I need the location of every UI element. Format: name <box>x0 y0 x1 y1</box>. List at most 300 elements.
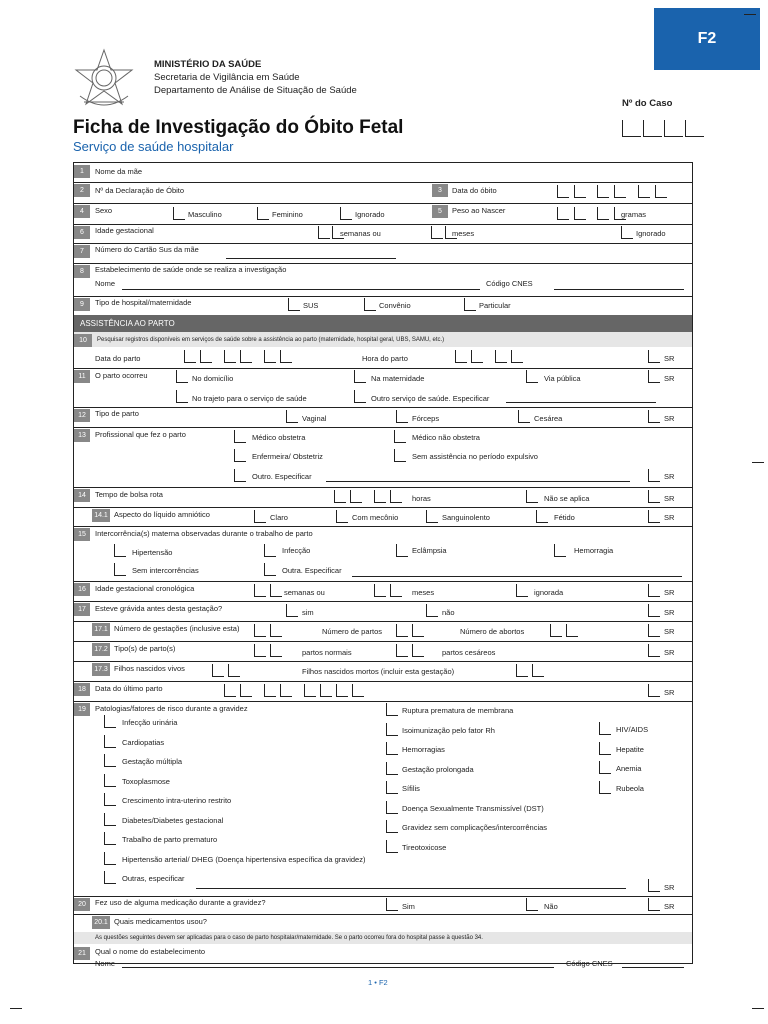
date-box[interactable] <box>655 185 667 198</box>
checkbox[interactable] <box>176 390 188 403</box>
date-box[interactable] <box>264 684 276 697</box>
row-10 <box>74 332 692 369</box>
date-box[interactable] <box>240 350 252 363</box>
field-number: 17.2 <box>92 643 110 656</box>
risk-factor-label: Sífilis <box>402 784 420 793</box>
sr-label: SR <box>664 608 675 617</box>
count-box[interactable] <box>396 624 408 637</box>
sr-label: SR <box>664 648 675 657</box>
deliveries-count-label: Número de partos <box>322 627 383 636</box>
corner-mark-mid <box>752 462 764 463</box>
checkbox[interactable] <box>173 207 185 220</box>
sr-checkbox[interactable] <box>648 879 660 892</box>
field-number: 14 <box>74 489 90 502</box>
weight-box[interactable] <box>574 207 586 220</box>
count-box[interactable] <box>412 644 424 657</box>
checkbox[interactable] <box>554 544 566 557</box>
delivery-place-label: O parto ocorreu <box>95 371 148 380</box>
checkbox[interactable] <box>426 604 438 617</box>
risk-factor-label: Cardiopatias <box>122 737 165 747</box>
date-box[interactable] <box>280 684 292 697</box>
weight-box[interactable] <box>557 207 569 220</box>
date-box[interactable] <box>264 350 276 363</box>
time-box[interactable] <box>471 350 483 363</box>
weeks-box[interactable] <box>254 584 266 597</box>
field-number: 14.1 <box>92 509 110 522</box>
hours-box[interactable] <box>350 490 362 503</box>
no-complications-label: Sem intercorrências <box>132 566 199 575</box>
date-box[interactable] <box>597 185 609 198</box>
establishment-name-line[interactable] <box>122 289 480 290</box>
time-box[interactable] <box>511 350 523 363</box>
risk-factor-label: Tireotoxicose <box>402 842 447 852</box>
no-label: não <box>442 608 455 617</box>
checkbox[interactable] <box>176 370 188 383</box>
establishment-name-label: Nome <box>95 279 116 288</box>
row-17-2 <box>74 641 692 662</box>
checkbox[interactable] <box>286 410 298 423</box>
last-delivery-date-label: Data do último parto <box>95 684 163 693</box>
checkbox[interactable] <box>354 370 366 383</box>
field-number: 11 <box>74 370 90 383</box>
checkbox[interactable] <box>257 207 269 220</box>
chronological-ga-label: Idade gestacional cronológica <box>95 584 195 593</box>
field-number: 3 <box>432 184 448 197</box>
months-box[interactable] <box>390 584 402 597</box>
risk-factor-label: Diabetes/Diabetes gestacional <box>122 815 224 825</box>
field-number: 15 <box>74 528 90 541</box>
risk-checkbox[interactable] <box>386 801 398 814</box>
records-instruction: Pesquisar registros disponíveis em serviços de saúde sobre a assistência ao parto (maternidade, hospital geral, UBS, SAMU, etc.) <box>97 337 445 343</box>
field-number: 12 <box>74 409 90 422</box>
field-number: 1 <box>74 165 90 178</box>
count-box[interactable] <box>228 664 240 677</box>
hemorrhage-label: Hemorragia <box>574 546 614 555</box>
sr-checkbox[interactable] <box>648 370 660 383</box>
row-20 <box>74 896 692 915</box>
months-label: meses <box>452 229 475 238</box>
checkbox[interactable] <box>396 544 408 557</box>
corner-mark-top <box>744 14 756 15</box>
risk-checkbox[interactable] <box>386 820 398 833</box>
home-label: No domicílio <box>192 374 234 383</box>
row-9 <box>74 296 692 316</box>
count-box[interactable] <box>566 624 578 637</box>
nurse-label: Enfermeira/ Obstetriz <box>252 452 323 461</box>
field-number: 5 <box>432 205 448 218</box>
forceps-label: Fórceps <box>412 414 440 423</box>
date-box[interactable] <box>557 185 569 198</box>
risk-factor-label: Hepatite <box>616 744 644 754</box>
sex-male-label: Masculino <box>188 210 222 219</box>
risk-factor-label: Gestação múltipla <box>122 757 183 766</box>
time-box[interactable] <box>455 350 467 363</box>
count-box[interactable] <box>532 664 544 677</box>
risk-factor-label: Gravidez sem complicações/intercorrências <box>402 823 548 832</box>
sex-female-label: Feminino <box>272 210 303 219</box>
sr-label: SR <box>664 374 675 383</box>
checkbox[interactable] <box>394 449 406 462</box>
field-number: 10 <box>74 334 92 347</box>
stillbirths-label: Filhos nascidos mortos (incluir esta gestação) <box>302 667 455 676</box>
date-box[interactable] <box>224 350 236 363</box>
risk-factor-label: Hipertensão arterial/ DHEG (Doença hipertensiva específica da gravidez) <box>122 854 366 864</box>
count-box[interactable] <box>270 624 282 637</box>
risk-factors-label: Patologias/fatores de risco durante a gravidez <box>95 704 248 713</box>
grams-label: gramas <box>621 210 647 219</box>
sr-checkbox[interactable] <box>648 584 660 597</box>
case-number-boxes[interactable] <box>622 120 706 136</box>
risk-checkbox[interactable] <box>386 762 398 775</box>
risk-checkbox[interactable] <box>104 871 116 884</box>
count-box[interactable] <box>396 644 408 657</box>
checkbox[interactable] <box>234 469 246 482</box>
checkbox[interactable] <box>526 490 538 503</box>
field-number: 9 <box>74 298 90 311</box>
checkbox[interactable] <box>464 298 476 311</box>
risk-checkbox[interactable] <box>104 774 116 787</box>
risk-checkbox[interactable] <box>104 754 116 767</box>
row-15 <box>74 526 692 582</box>
risk-factor-label: Infecção urinária <box>122 718 178 727</box>
count-box[interactable] <box>270 644 282 657</box>
time-box[interactable] <box>495 350 507 363</box>
risk-factor-label: Anemia <box>616 764 642 773</box>
field-number: 21 <box>74 947 90 960</box>
checkbox[interactable] <box>264 563 276 576</box>
bloody-label: Sanguinolento <box>442 513 490 522</box>
clear-label: Claro <box>270 513 288 522</box>
sr-label: SR <box>664 472 675 481</box>
risk-checkbox[interactable] <box>104 735 116 748</box>
field-number: 2 <box>74 184 90 197</box>
checkbox[interactable] <box>621 226 633 239</box>
fetid-label: Fétido <box>554 513 575 522</box>
cnes-line[interactable] <box>554 289 684 290</box>
checkbox[interactable] <box>114 563 126 576</box>
weeks-or-label: semanas ou <box>340 229 381 238</box>
count-box[interactable] <box>550 624 562 637</box>
checkbox[interactable] <box>426 510 438 523</box>
sr-checkbox[interactable] <box>648 469 660 482</box>
field-number: 8 <box>74 265 90 278</box>
public-road-label: Via pública <box>544 374 581 383</box>
other-specify-line[interactable] <box>326 481 630 482</box>
sr-checkbox[interactable] <box>648 410 660 423</box>
instruction-note: As questões seguintes devem ser aplicadas para o caso de parto hospitalar/maternidade. Se o parto ocorreu fora do hospital passe à questão 34. <box>95 935 483 941</box>
no-assistance-label: Sem assistência no período expulsivo <box>412 452 538 461</box>
checkbox[interactable] <box>518 410 530 423</box>
risk-factor-label: Trabalho de parto prematuro <box>122 835 218 844</box>
row-7 <box>74 243 692 264</box>
meconium-label: Com mecônio <box>352 513 399 522</box>
row-21 <box>74 945 692 968</box>
cesarean-label: Cesárea <box>534 414 563 423</box>
row-17-3 <box>74 661 692 682</box>
date-box[interactable] <box>336 684 348 697</box>
hours-box[interactable] <box>390 490 402 503</box>
amniotic-fluid-label: Aspecto do líquido amniótico <box>114 510 210 519</box>
risk-factor-label: Hemorragias <box>402 745 445 754</box>
non-obstetrician-label: Médico não obstetra <box>412 433 480 442</box>
delivery-date-label: Data do parto <box>95 354 141 363</box>
eclampsia-label: Eclâmpsia <box>412 546 447 555</box>
checkbox[interactable] <box>340 207 352 220</box>
checkbox[interactable] <box>526 370 538 383</box>
date-box[interactable] <box>200 350 212 363</box>
checkbox[interactable] <box>364 298 376 311</box>
secretaria-name: Secretaria de Vigilância em Saúde <box>154 72 300 83</box>
risk-checkbox[interactable] <box>386 781 398 794</box>
risk-checkbox[interactable] <box>104 813 116 826</box>
risk-factor-label: Isoimunização pelo fator Rh <box>402 725 495 735</box>
count-box[interactable] <box>516 664 528 677</box>
pregnancies-count-label: Número de gestações (inclusive esta) <box>114 624 240 633</box>
row-16 <box>74 581 692 602</box>
sr-checkbox[interactable] <box>648 644 660 657</box>
risk-checkbox[interactable] <box>386 840 398 853</box>
sr-checkbox[interactable] <box>648 604 660 617</box>
date-box[interactable] <box>184 350 196 363</box>
which-medications-label: Quais medicamentos usou? <box>114 917 207 926</box>
months-box[interactable] <box>374 584 386 597</box>
weight-box[interactable] <box>597 207 609 220</box>
months-box[interactable] <box>431 226 443 239</box>
date-box[interactable] <box>320 684 332 697</box>
field-number: 4 <box>74 205 90 218</box>
form-code-tab: F2 <box>654 8 760 70</box>
row-13 <box>74 427 692 488</box>
weeks-or-label: semanas ou <box>284 588 325 597</box>
particular-label: Particular <box>479 301 511 310</box>
investigation-form <box>73 162 693 968</box>
risk-factor-label: Gestação prolongada <box>402 764 474 774</box>
risk-checkbox[interactable] <box>386 742 398 755</box>
risk-checkbox[interactable] <box>104 852 116 865</box>
ministry-name: MINISTÉRIO DA SAÚDE <box>154 59 262 70</box>
checkbox[interactable] <box>336 510 348 523</box>
risk-factor-label: HIV/AIDS <box>616 725 649 734</box>
in-transit-label: No trajeto para o serviço de saúde <box>192 394 307 403</box>
hospital-type-label: Tipo de hospital/maternidade <box>95 298 192 307</box>
row-12 <box>74 407 692 428</box>
departamento-name: Departamento de Análise de Situação de Saúde <box>154 85 357 96</box>
sr-label: SR <box>664 883 675 892</box>
weeks-box[interactable] <box>318 226 330 239</box>
row-17 <box>74 601 692 622</box>
row-17-1 <box>74 621 692 642</box>
field-number: 18 <box>74 683 90 696</box>
maternal-complications-label: Intercorrência(s) materna observadas durante o trabalho de parto <box>95 529 313 538</box>
abortions-count-label: Número de abortos <box>460 627 525 636</box>
date-box[interactable] <box>614 185 626 198</box>
sr-checkbox[interactable] <box>648 624 660 637</box>
checkbox[interactable] <box>114 544 126 557</box>
sr-label: SR <box>664 414 675 423</box>
not-applicable-label: Não se aplica <box>544 494 590 503</box>
risk-checkbox[interactable] <box>599 742 611 755</box>
brazil-coat-of-arms-icon <box>70 48 138 116</box>
establishment-name-question: Qual o nome do estabelecimento <box>95 947 206 956</box>
section-header: ASSISTÊNCIA AO PARTO <box>74 315 692 332</box>
yes-label: Sim <box>402 902 415 911</box>
live-births-label: Filhos nascidos vivos <box>114 664 185 673</box>
risk-factor-label: Rubeola <box>616 783 644 793</box>
checkbox[interactable] <box>234 430 246 443</box>
sr-label: SR <box>664 627 675 636</box>
sr-checkbox[interactable] <box>648 490 660 503</box>
row-11 <box>74 368 692 408</box>
risk-checkbox[interactable] <box>386 703 398 716</box>
risk-checkbox[interactable] <box>386 723 398 736</box>
date-box[interactable] <box>638 185 650 198</box>
hours-box[interactable] <box>334 490 346 503</box>
field-number: 7 <box>74 245 90 258</box>
sex-label: Sexo <box>95 206 113 215</box>
months-label: meses <box>412 588 435 597</box>
sr-checkbox[interactable] <box>648 350 660 363</box>
cnes-line[interactable] <box>622 967 684 968</box>
sr-label: SR <box>664 354 675 363</box>
field-number: 17.3 <box>92 663 110 676</box>
birth-weight-label: Peso ao Nascer <box>452 206 506 215</box>
field-number: 17 <box>74 603 90 616</box>
gestational-age-label: Idade gestacional <box>95 226 154 235</box>
checkbox[interactable] <box>516 584 528 597</box>
risk-checkbox[interactable] <box>599 761 611 774</box>
sr-label: SR <box>664 513 675 522</box>
row-19 <box>74 701 692 897</box>
risk-checkbox[interactable] <box>599 781 611 794</box>
field-number: 20 <box>74 898 90 911</box>
birth-attendant-label: Profissional que fez o parto <box>95 430 186 439</box>
delivery-types-label: Tipo(s) de parto(s) <box>114 644 176 653</box>
checkbox[interactable] <box>396 410 408 423</box>
row-4 <box>74 203 692 225</box>
sex-ignored-label: Ignorado <box>355 210 385 219</box>
date-box[interactable] <box>574 185 586 198</box>
count-box[interactable] <box>212 664 224 677</box>
other-complication-label: Outra. Especificar <box>282 566 342 575</box>
other-complication-line[interactable] <box>352 576 682 577</box>
other-service-label: Outro serviço de saúde. Especificar <box>371 394 490 403</box>
risk-factor-label: Ruptura prematura de membrana <box>402 706 514 715</box>
weeks-box[interactable] <box>270 584 282 597</box>
other-service-line[interactable] <box>506 402 656 403</box>
checkbox[interactable] <box>288 298 300 311</box>
checkbox[interactable] <box>526 898 538 911</box>
row-14 <box>74 487 692 508</box>
corner-mark-bottom <box>752 1008 764 1009</box>
sr-label: SR <box>664 588 675 597</box>
medication-use-label: Fez uso de alguma medicação durante a gravidez? <box>95 898 266 907</box>
cnes-label: Código CNES <box>566 959 613 968</box>
page-title: Ficha de Investigação do Óbito Fetal <box>73 117 404 138</box>
establishment-label: Estabelecimento de saúde onde se realiza a investigação <box>95 265 287 274</box>
row-20-1 <box>74 914 692 933</box>
no-label: Não <box>544 902 558 911</box>
row-14-1 <box>74 507 692 527</box>
delivery-time-label: Hora do parto <box>362 354 408 363</box>
mother-name-label: Nome da mãe <box>95 167 143 176</box>
sr-checkbox[interactable] <box>648 898 660 911</box>
sus-card-line[interactable] <box>226 258 396 259</box>
risk-factor-label: Crescimento intra-uterino restrito <box>122 796 232 805</box>
hours-label: horas <box>412 494 431 503</box>
sr-checkbox[interactable] <box>648 684 660 697</box>
name-line[interactable] <box>122 967 554 968</box>
sr-checkbox[interactable] <box>648 510 660 523</box>
ignored-label: ignorada <box>534 588 564 597</box>
risk-factor-label: Toxoplasmose <box>122 776 170 786</box>
date-box[interactable] <box>304 684 316 697</box>
sr-label: SR <box>664 494 675 503</box>
normal-deliveries-label: partos normais <box>302 648 352 657</box>
ministry-block <box>154 58 357 97</box>
field-number: 16 <box>74 583 90 596</box>
other-specify-label: Outro. Especificar <box>252 472 312 481</box>
risk-checkbox[interactable] <box>104 715 116 728</box>
other-risk-line[interactable] <box>196 888 626 889</box>
checkbox[interactable] <box>354 390 366 403</box>
hours-box[interactable] <box>374 490 386 503</box>
sr-label: SR <box>664 902 675 911</box>
risk-checkbox[interactable] <box>104 832 116 845</box>
obstetrician-label: Médico obstetra <box>252 433 306 442</box>
checkbox[interactable] <box>254 510 266 523</box>
page-footer: 1 • F2 <box>368 978 388 987</box>
checkbox[interactable] <box>264 544 276 557</box>
checkbox[interactable] <box>536 510 548 523</box>
date-box[interactable] <box>240 684 252 697</box>
corner-mark-bottom-left <box>10 1008 22 1009</box>
checkbox[interactable] <box>234 449 246 462</box>
risk-factor-label: Doença Sexualmente Transmissível (DST) <box>402 803 544 813</box>
count-box[interactable] <box>254 644 266 657</box>
field-number: 13 <box>74 429 90 442</box>
date-box[interactable] <box>352 684 364 697</box>
checkbox[interactable] <box>386 898 398 911</box>
count-box[interactable] <box>412 624 424 637</box>
hypertension-label: Hipertensão <box>132 548 173 557</box>
risk-factor-label: Outras, especificar <box>122 874 185 883</box>
page-subtitle: Serviço de saúde hospitalar <box>73 139 234 154</box>
risk-checkbox[interactable] <box>599 722 611 735</box>
row-8 <box>74 263 692 297</box>
row-2 <box>74 182 692 204</box>
sus-label: SUS <box>303 301 319 310</box>
maternity-label: Na maternidade <box>371 374 425 383</box>
count-box[interactable] <box>254 624 266 637</box>
field-number: 17.1 <box>92 623 110 636</box>
field-number: 6 <box>74 226 90 239</box>
delivery-type-label: Tipo de parto <box>95 409 139 418</box>
risk-checkbox[interactable] <box>104 793 116 806</box>
checkbox[interactable] <box>394 430 406 443</box>
checkbox[interactable] <box>286 604 298 617</box>
cesarean-deliveries-label: partos cesáreos <box>442 648 496 657</box>
death-declaration-label: Nº da Declaração de Óbito <box>95 186 185 195</box>
row-6 <box>74 224 692 244</box>
yes-label: sim <box>302 608 314 617</box>
date-box[interactable] <box>224 684 236 697</box>
ga-ignored-label: Ignorado <box>636 229 666 238</box>
date-box[interactable] <box>280 350 292 363</box>
cnes-label: Código CNES <box>486 279 533 288</box>
death-date-label: Data do óbito <box>452 186 497 195</box>
convenio-label: Convênio <box>379 301 411 310</box>
sus-card-label: Número do Cartão Sus da mãe <box>95 245 199 254</box>
